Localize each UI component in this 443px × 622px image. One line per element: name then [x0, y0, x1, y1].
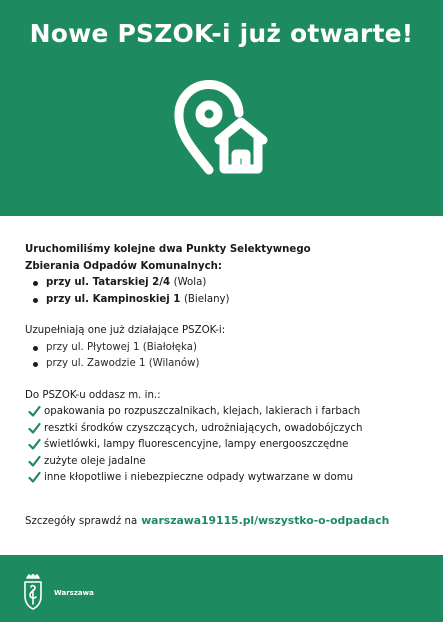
checkmark-icon: [28, 422, 41, 435]
list-item: przy ul. Płytowej 1 (Białołęka): [25, 340, 430, 357]
new-points-list: [25, 275, 430, 308]
page-title: Nowe PSZOK-i już otwarte!: [29, 19, 414, 48]
list-item: przy ul. Kampinoskiej 1 (Bielany): [25, 292, 430, 309]
existing-text: Uzupełniają one już działające PSZOK-i:: [25, 325, 226, 336]
accepted-section: [25, 388, 430, 487]
checkmark-icon: [28, 455, 41, 468]
main-content: [25, 242, 430, 487]
existing-section: [25, 323, 430, 373]
list-item: inne kłopotliwe i niebezpieczne odpady wytwarzane w domu: [25, 470, 430, 487]
more-info: [25, 514, 389, 527]
checkmark-icon: [28, 438, 41, 451]
warsaw-crest-icon: [22, 574, 44, 610]
list-item: świetlówki, lampy fluorescencyjne, lampy energooszczędne: [25, 437, 430, 454]
checkmark-icon: [28, 471, 41, 484]
list-item: opakowania po rozpuszczalnikach, klejach, lakierach i farbach: [25, 404, 430, 421]
list-item: zużyte oleje jadalne: [25, 454, 430, 471]
list-item: resztki środków czyszczących, udrożniających, owadobójczych: [25, 421, 430, 438]
header-band: [0, 0, 443, 216]
accepted-heading: Do PSZOK-u oddasz m. in.:: [25, 389, 161, 401]
list-item: przy ul. Tatarskiej 2/4 (Wola): [25, 275, 430, 292]
city-logo-text: Warszawa: [54, 589, 94, 597]
list-item: przy ul. Zawodzie 1 (Wilanów): [25, 356, 430, 373]
intro-line-2: Zbierania Odpadów Komunalnych:: [25, 260, 222, 272]
checkmark-icon: [28, 405, 41, 418]
intro-text: [25, 242, 430, 275]
more-info-text: Szczegóły sprawdź na: [25, 516, 138, 527]
website-link[interactable]: warszawa19115.pl/wszystko-o-odpadach: [141, 514, 390, 527]
existing-points-list: [25, 340, 430, 373]
intro-line-1: Uruchomiliśmy kolejne dwa Punkty Selektywnego: [25, 244, 311, 255]
location-pin-with-house-icon: [169, 76, 269, 180]
accepted-list: [25, 404, 430, 487]
